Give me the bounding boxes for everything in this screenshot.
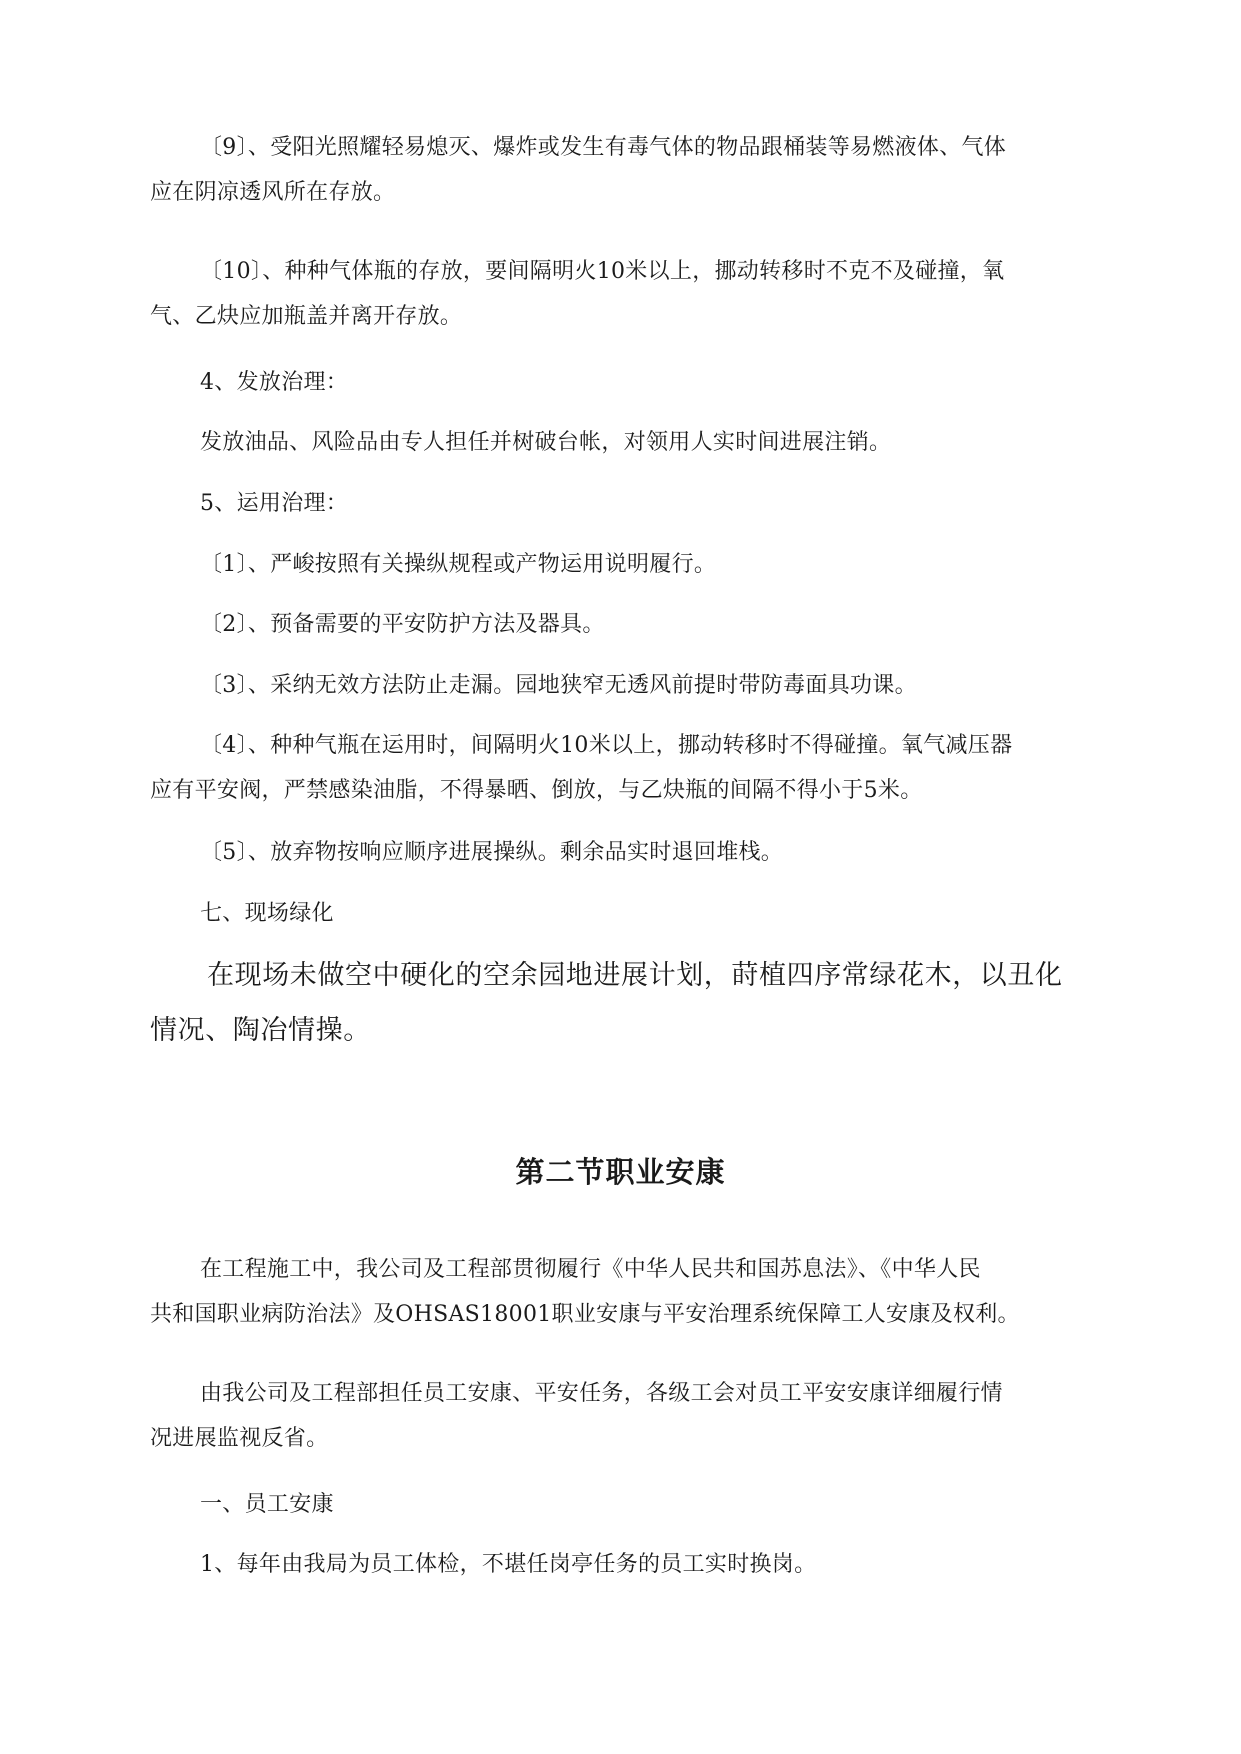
paragraph-line: 在现场未做空中硬化的空余园地进展计划，莳植四序常绿花木，以丑化 — [207, 960, 1063, 991]
paragraph-line: 〔4〕、种种气瓶在运用时，间隔明火10米以上，挪动转移时不得碰撞。氧气减压器 — [200, 733, 1013, 758]
paragraph-line: 应有平安阀，严禁感染油脂，不得暴晒、倒放，与乙炔瓶的间隔不得小于5米。 — [150, 778, 923, 803]
paragraph-line: 应在阴凉透风所在存放。 — [150, 180, 396, 205]
list-item: 〔5〕、放弃物按响应顺序进展操纵。剩余品实时退回堆栈。 — [200, 840, 784, 865]
list-heading: 4、发放治理： — [200, 370, 349, 395]
list-item: 〔2〕、预备需要的平安防护方法及器具。 — [200, 612, 605, 637]
paragraph-line: 发放油品、风险品由专人担任并树破台帐，对领用人实时间进展注销。 — [200, 430, 892, 455]
paragraph-line: 气、乙炔应加瓶盖并离开存放。 — [150, 304, 463, 329]
paragraph-line: 共和国职业病防治法》及OHSAS18001职业安康与平安治理系统保障工人安康及权利。 — [150, 1302, 1020, 1327]
paragraph-line: 况进展监视反省。 — [150, 1426, 329, 1451]
paragraph-line: 在工程施工中，我公司及工程部贯彻履行《中华人民共和国苏息法》、《中华人民 — [200, 1257, 981, 1282]
paragraph-line: 〔10〕、种种气体瓶的存放，要间隔明火10米以上，挪动转移时不克不及碰撞，氧 — [200, 259, 1005, 284]
section-title: 第二节职业安康 — [515, 1155, 726, 1189]
list-heading: 一、员工安康 — [200, 1492, 334, 1517]
paragraph-line: 由我公司及工程部担任员工安康、平安任务，各级工会对员工平安安康详细履行情 — [200, 1381, 1003, 1406]
list-item: 〔3〕、采纳无效方法防止走漏。园地狭窄无透风前提时带防毒面具功课。 — [200, 673, 917, 698]
list-heading: 5、运用治理： — [200, 491, 349, 516]
paragraph-line: 情况、陶冶情操。 — [150, 1015, 371, 1046]
list-heading: 七、现场绿化 — [200, 901, 334, 926]
list-item: 1、每年由我局为员工体检，不堪任岗亭任务的员工实时换岗。 — [200, 1552, 817, 1577]
paragraph-line: 〔9〕、受阳光照耀轻易熄灭、爆炸或发生有毒气体的物品跟桶装等易燃液体、气体 — [200, 135, 1007, 160]
list-item: 〔1〕、严峻按照有关操纵规程或产物运用说明履行。 — [200, 552, 717, 577]
